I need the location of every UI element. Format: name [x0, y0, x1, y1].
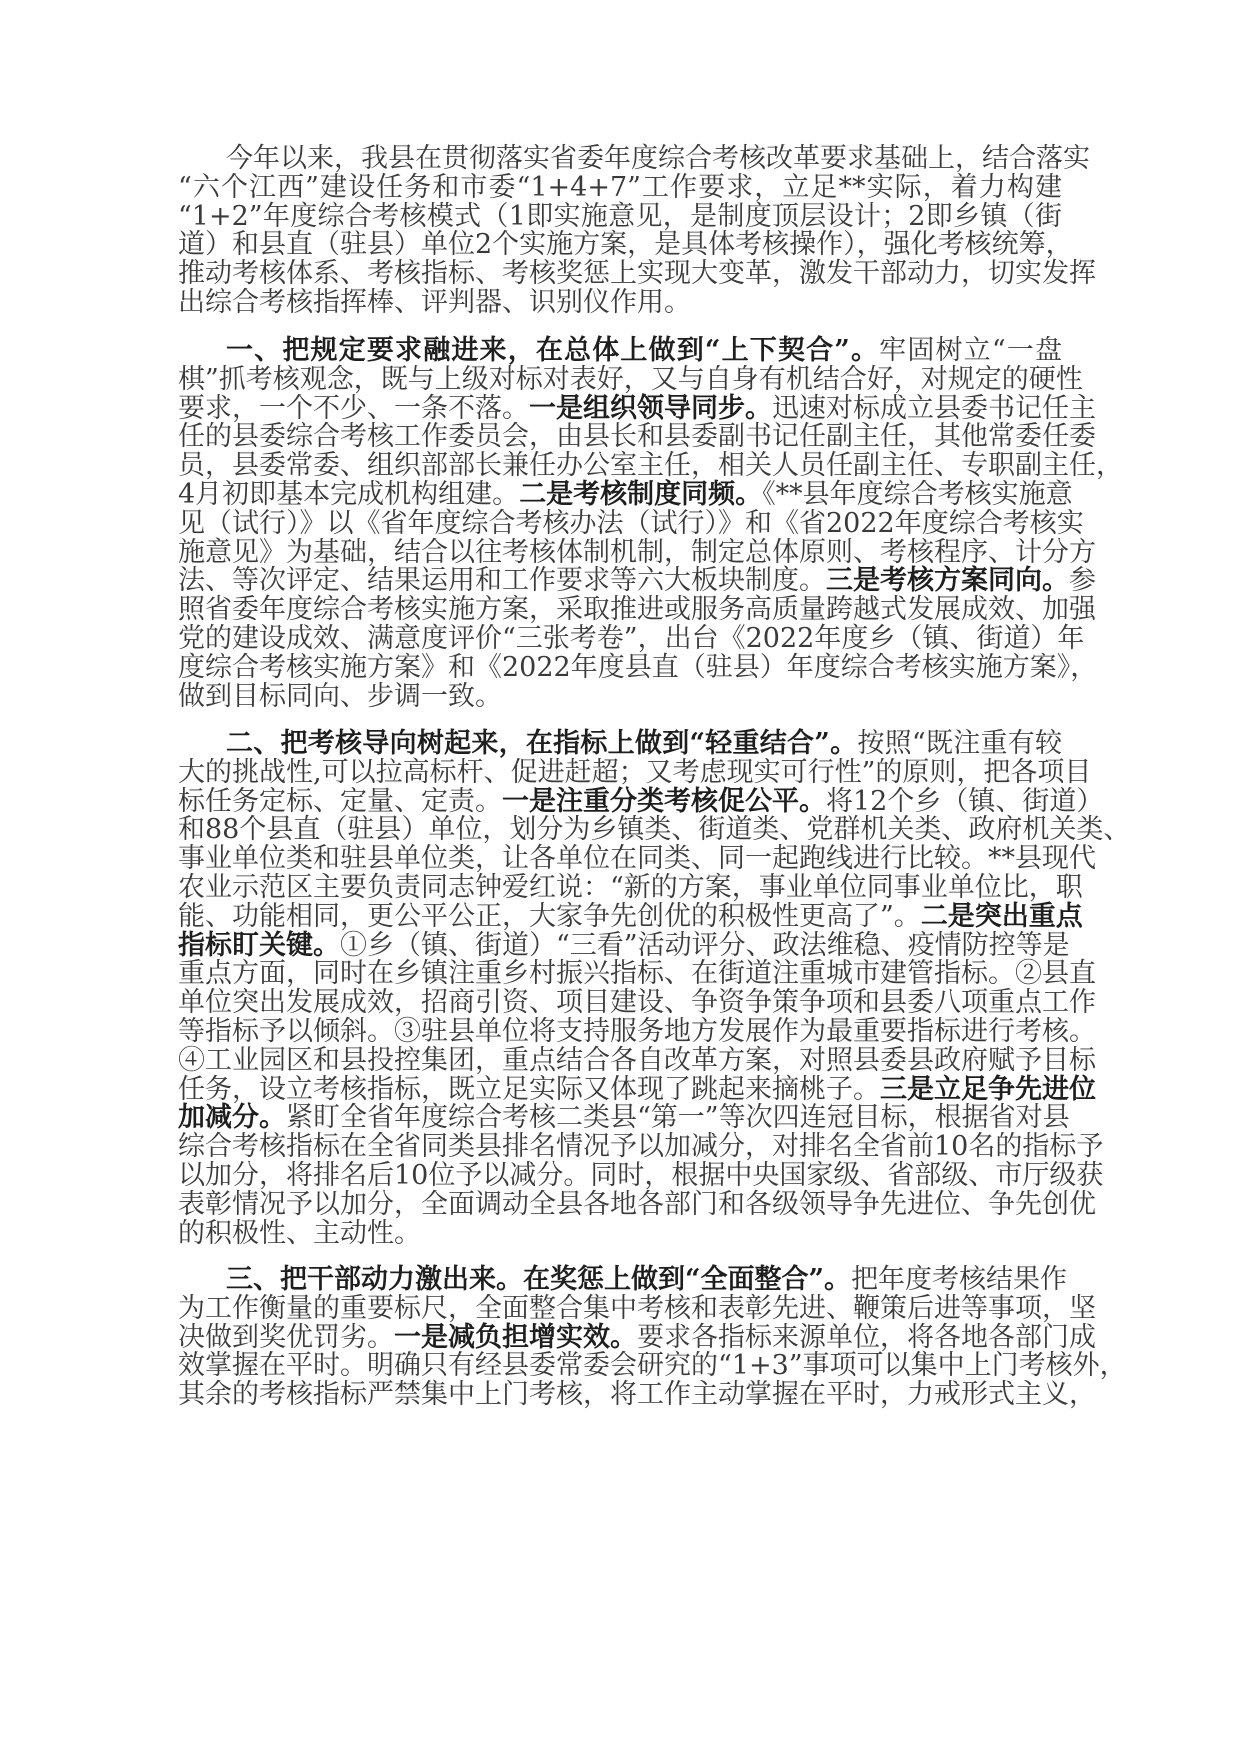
text-line — [178, 258, 1096, 290]
body-text: 等指标予以倾斜。③驻县单位将支持服务地方发展作为最重要指标进行考核。 — [178, 1015, 1096, 1047]
text-line — [178, 1102, 1070, 1134]
bold-heading-text: 一是减负担增实效。 — [394, 1321, 637, 1353]
body-text: 重点方面，同时在乡镇注重乡村振兴指标、在街道注重城市建管指标。②县直 — [178, 958, 1096, 990]
paragraph — [178, 728, 1131, 1249]
body-text: 事业单位类和驻县单位类，让各单位在同类、同一起跑线进行比较。**县现代 — [178, 843, 1096, 875]
text-line — [178, 478, 1073, 510]
body-text: 把年度考核结果作 — [851, 1264, 1068, 1295]
body-text: 的积极性、主动性。 — [178, 1217, 421, 1249]
text-line — [178, 756, 1092, 788]
body-text: 推动考核体系、考核指标、考核奖惩上实现大变革，激发干部动力，切实发挥 — [178, 258, 1096, 290]
body-text: 照省委年度综合考核实施方案，采取推进或服务高质量跨越式发展成效、加强 — [178, 594, 1096, 626]
text-line — [178, 1188, 1096, 1220]
body-text: 党的建设成效、满意度评价“三张考卷”，出台《2022年度乡（镇、街道）年 — [178, 622, 1085, 654]
body-text: 道）和县直（驻县）单位2个实施方案，是具体考核操作），强化考核统筹， — [178, 229, 1073, 261]
body-text: 棋”抓考核观念，既与上级对标对表好，又与自身有机结合好，对规定的硬性 — [178, 363, 1083, 395]
body-text: 大的挑战性,可以拉高标杆、促进赶超；又考虑现实可行性”的原则，把各项目 — [178, 756, 1092, 788]
body-text: “1+2”年度综合考核模式（1即实施意见，是制度顶层设计；2即乡镇（街 — [178, 200, 1062, 232]
text-line — [178, 680, 1062, 712]
text-line — [178, 594, 1096, 626]
text-line — [178, 1292, 1096, 1324]
bold-heading-text: 三是考核方案同向。 — [826, 565, 1069, 597]
text-line — [178, 1159, 1104, 1191]
body-text: 能、功能相同，更公平公正，大家争先创优的积极性更高了”。 — [178, 900, 921, 932]
text-line — [178, 450, 1123, 482]
body-text: 单位突出发展成效，招商引资、项目建设、争资争策争项和县委八项重点工作 — [178, 987, 1096, 1019]
text-line — [178, 730, 1062, 759]
body-text: 综合考核指标在全省同类县排名情况予以加减分，对排名全省前10名的指标予 — [178, 1131, 1104, 1163]
bold-heading-text: 加减分。 — [178, 1102, 286, 1134]
paragraph — [178, 335, 1123, 712]
body-text: 其余的考核指标严禁集中上门考核，将工作主动掌握在平时，力戒形式主义， — [178, 1379, 1096, 1411]
body-text: 效掌握在平时。明确只有经县委常委会研究的“1+3”事项可以集中上门考核外， — [178, 1350, 1127, 1382]
body-text: 见（试行）》以《省年度综合考核办法（试行）》和《省2022年度综合考核实 — [178, 507, 1084, 539]
text-line — [178, 536, 1096, 568]
paragraph — [178, 1264, 1127, 1411]
bold-heading-text: 二、把考核导向树起来，在指标上做到“轻重结合”。 — [226, 728, 858, 759]
text-line — [178, 337, 1062, 366]
body-text: 将12个乡（镇、街道） — [826, 785, 1104, 817]
text-line — [178, 1073, 1096, 1105]
body-text: 任的县委综合考核工作委员会，由县长和县委副书记任副主任，其他常委任委 — [178, 421, 1096, 453]
body-text: 度综合考核实施方案》和《2022年度县直（驻县）年度综合考核实施方案》， — [178, 651, 1098, 683]
text-line — [178, 1044, 1096, 1076]
body-text: 今年以来，我县在贯彻落实省委年度综合考核改革要求基础上，结合落实 — [226, 143, 1090, 174]
body-text: 牢固树立“一盘 — [879, 335, 1063, 366]
text-line — [178, 929, 1070, 961]
text-line — [178, 1217, 1062, 1249]
body-text: 和88个县直（驻县）单位，划分为乡镇类、街道类、党群机关类、政府机关类、 — [178, 814, 1131, 846]
text-line — [178, 651, 1098, 683]
body-text: 法、等次评定、结果运用和工作要求等六大板块制度。 — [178, 565, 826, 597]
bold-heading-text: 一是注重分类考核促公平。 — [502, 785, 826, 817]
text-line — [178, 363, 1083, 395]
text-line — [178, 785, 1104, 817]
body-text: 标任务定标、定量、定责。 — [178, 785, 502, 817]
body-text: 员，县委常委、组织部部长兼任办公室主任，相关人员任副主任、专职副主任， — [178, 450, 1123, 482]
body-text: 《**县年度综合考核实施意 — [762, 478, 1073, 510]
text-line — [178, 143, 1090, 174]
body-text: 做到目标同向、步调一致。 — [178, 680, 502, 712]
text-line — [178, 200, 1062, 232]
text-line — [178, 987, 1096, 1019]
text-line — [178, 622, 1085, 654]
text-line — [178, 565, 1096, 597]
body-text: 按照“既注重有较 — [857, 728, 1062, 759]
paragraph — [178, 143, 1096, 318]
text-line — [178, 1131, 1104, 1163]
text-line — [178, 229, 1073, 261]
text-line — [178, 814, 1131, 846]
text-line — [178, 392, 1096, 424]
body-text: 农业示范区主要负责同志钟爱红说：“新的方案，事业单位同事业单位比，职 — [178, 871, 1083, 903]
text-line — [178, 1379, 1096, 1411]
text-line — [178, 871, 1083, 903]
bold-heading-text: 三、把干部动力激出来。在奖惩上做到“全面整合”。 — [226, 1264, 852, 1295]
body-text: 决做到奖优罚劣。 — [178, 1321, 394, 1353]
body-text: 参 — [1069, 565, 1096, 597]
text-line — [178, 1350, 1127, 1382]
text-line — [178, 507, 1084, 539]
text-line — [178, 900, 1083, 932]
body-text: 4月初即基本完成机构组建。 — [178, 478, 520, 510]
body-text: 为工作衡量的重要标尺，全面整合集中考核和表彰先进、鞭策后进等事项，坚 — [178, 1292, 1096, 1324]
bold-heading-text: 二是突出重点 — [920, 900, 1083, 932]
body-text: 要求各指标来源单位，将各地各部门成 — [637, 1321, 1096, 1353]
body-text: 紧盯全省年度综合考核二类县“第一”等次四连冠目标，根据省对县 — [286, 1102, 1070, 1134]
bold-heading-text: 二是考核制度同频。 — [519, 478, 763, 510]
body-text: ④工业园区和县投控集团，重点结合各自改革方案，对照县委县政府赋予目标 — [178, 1044, 1096, 1076]
text-line — [178, 958, 1096, 990]
body-text: 出综合考核指挥棒、评判器、识别仪作用。 — [178, 286, 691, 318]
bold-heading-text: 一是组织领导同步。 — [529, 392, 772, 424]
body-text: 要求，一个不少、一条不落。 — [178, 392, 529, 424]
body-text: 以加分，将排名后10位予以减分。同时，根据中央国家级、省部级、市厅级获 — [178, 1159, 1104, 1191]
text-line — [178, 843, 1096, 875]
bold-heading-text: 指标盯关键。 — [178, 929, 340, 961]
body-text: 施意见》为基础，结合以往考核体制机制，制定总体原则、考核程序、计分方 — [178, 536, 1096, 568]
bold-heading-text: 三是立足争先进位 — [880, 1073, 1096, 1105]
body-text: 迅速对标成立县委书记任主 — [772, 392, 1096, 424]
body-text: 任务，设立考核指标，既立足实际又体现了跳起来摘桃子。 — [178, 1073, 880, 1105]
text-line — [178, 1015, 1096, 1047]
body-text: 表彰情况予以加分，全面调动全县各地各部门和各级领导争先进位、争先创优 — [178, 1188, 1096, 1220]
text-line — [178, 171, 1062, 203]
text-line — [178, 286, 1062, 318]
bold-heading-text: 一、把规定要求融进来，在总体上做到“上下契合”。 — [226, 335, 880, 366]
body-text: “六个江西”建设任务和市委“1+4+7”工作要求，立足**实际，着力构建 — [178, 171, 1062, 203]
text-line — [178, 1321, 1096, 1353]
text-line — [178, 1264, 1068, 1295]
body-text: ①乡（镇、街道）“三看”活动评分、政法维稳、疫情防控等是 — [340, 929, 1070, 961]
text-line — [178, 421, 1096, 453]
